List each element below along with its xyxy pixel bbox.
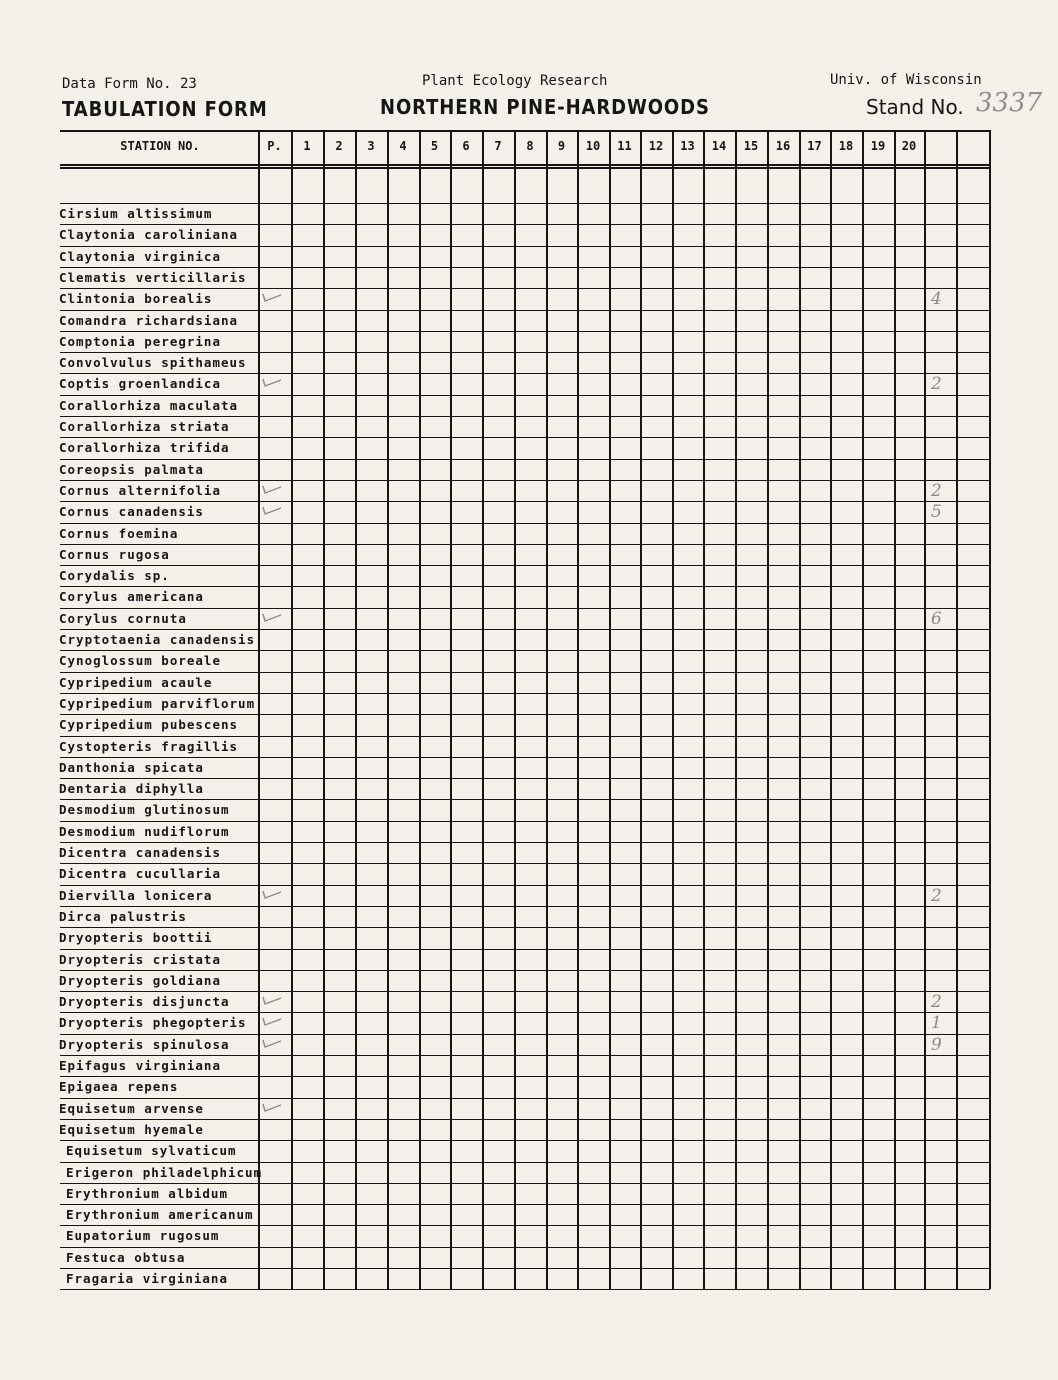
stand-number-label: Stand No. [866, 95, 964, 119]
species-name: Comptonia peregrina [59, 333, 221, 349]
row-rule [60, 714, 990, 715]
row-rule [60, 331, 990, 332]
station-column-header: 3 [367, 139, 375, 153]
row-rule [60, 927, 990, 928]
header-double-rule [60, 167, 990, 169]
station-total-handwritten: 2 [931, 480, 942, 501]
row-rule [60, 246, 990, 247]
species-name: Dicentra canadensis [59, 845, 221, 860]
row-rule [60, 885, 990, 886]
presence-check-mark [261, 1016, 283, 1028]
species-name: Coptis groenlandica [59, 376, 221, 392]
presence-check-mark [261, 505, 283, 517]
row-rule [60, 501, 990, 502]
row-rule [60, 970, 990, 971]
column-rule [419, 130, 421, 1289]
presence-check-mark [261, 377, 283, 389]
species-name: Cystopteris fragillis [59, 738, 239, 754]
stand-number-handwritten: 3337 [976, 88, 1043, 118]
row-rule [60, 459, 990, 460]
station-column-header: 14 [711, 139, 727, 153]
species-name: Cypripedium pubescens [59, 717, 239, 733]
row-rule [60, 1268, 990, 1269]
row-rule [60, 1098, 990, 1099]
table-top-rule [60, 130, 990, 132]
species-name: Corylus americana [59, 589, 204, 605]
column-rule [640, 130, 642, 1289]
station-column-header: 10 [585, 139, 601, 153]
presence-check-mark [261, 484, 283, 496]
presence-check-mark [261, 1102, 283, 1114]
column-rule [609, 130, 611, 1289]
species-name: Dryopteris cristata [59, 951, 221, 967]
row-rule [60, 288, 990, 289]
species-name: Dryopteris boottii [59, 930, 213, 946]
species-name: Desmodium glutinosum [59, 802, 230, 818]
row-rule [60, 1055, 990, 1056]
row-rule [60, 1204, 990, 1205]
department-name: Plant Ecology Research [422, 73, 608, 89]
row-rule [60, 863, 990, 864]
column-rule [387, 130, 389, 1289]
station-total-handwritten: 9 [931, 1034, 942, 1055]
station-column-header: 16 [775, 139, 791, 153]
university-name: Univ. of Wisconsin [830, 72, 982, 88]
column-rule [924, 130, 926, 1289]
row-rule [60, 608, 990, 609]
row-rule [60, 629, 990, 630]
column-rule [767, 130, 769, 1289]
presence-check-mark [261, 292, 283, 304]
species-name: Cornus foemina [59, 525, 179, 541]
column-rule [894, 130, 896, 1289]
species-name: Erigeron philadelphicum [66, 1164, 263, 1180]
column-rule [450, 130, 452, 1289]
row-rule [60, 203, 990, 204]
row-rule [60, 949, 990, 950]
station-column-header: 5 [430, 139, 439, 153]
row-rule [60, 1183, 990, 1184]
row-rule [60, 1225, 990, 1226]
row-rule [60, 1012, 990, 1013]
station-total-handwritten: 6 [931, 608, 942, 629]
species-name: Coreopsis palmata [59, 461, 204, 477]
row-rule [60, 650, 990, 651]
row-rule [60, 395, 990, 396]
row-rule [60, 778, 990, 779]
row-rule [60, 352, 990, 353]
station-column-header: 11 [617, 139, 632, 153]
row-rule [60, 1076, 990, 1077]
row-rule [60, 736, 990, 737]
station-total-handwritten: 4 [931, 289, 942, 310]
column-rule [323, 130, 325, 1289]
column-rule [703, 130, 705, 1289]
column-rule [672, 130, 674, 1289]
row-rule [60, 842, 990, 843]
station-total-handwritten: 5 [931, 502, 942, 523]
species-name: Equisetum arvense [59, 1100, 204, 1116]
row-rule [60, 821, 990, 822]
column-rule [546, 130, 548, 1289]
station-column-header: 2 [335, 139, 343, 153]
species-name: Cornus canadensis [59, 504, 204, 520]
row-rule [60, 523, 990, 524]
species-name: Equisetum hyemale [59, 1121, 204, 1137]
station-column-header: 18 [838, 139, 854, 153]
species-name: Dryopteris phegopteris [59, 1015, 247, 1031]
species-name: Equisetum sylvaticum [66, 1143, 237, 1159]
species-name: Cirsium altissimum [59, 206, 213, 221]
species-name: Dryopteris disjuncta [59, 994, 230, 1010]
station-column-header: 4 [399, 139, 407, 153]
column-rule [291, 130, 293, 1289]
row-rule [60, 1289, 990, 1290]
species-name: Corydalis sp. [59, 568, 170, 584]
column-rule [577, 130, 579, 1289]
column-rule [482, 130, 484, 1289]
presence-check-mark [261, 995, 283, 1007]
species-name: Claytonia caroliniana [59, 227, 239, 243]
species-name: Dirca palustris [59, 908, 187, 924]
row-rule [60, 437, 990, 438]
station-column-header: 13 [680, 139, 695, 153]
species-name: Epifagus virginiana [59, 1058, 221, 1073]
species-name: Festuca obtusa [66, 1249, 186, 1265]
species-name: Danthonia spicata [59, 759, 204, 775]
species-name: Cypripedium parviflorum [59, 695, 256, 711]
presence-check-mark [261, 1038, 283, 1050]
row-rule [60, 991, 990, 992]
row-rule [60, 224, 990, 225]
row-rule [60, 757, 990, 758]
species-name: Claytonia virginica [59, 248, 221, 264]
row-rule [60, 1247, 990, 1248]
row-rule [60, 586, 990, 587]
column-rule [799, 130, 801, 1289]
column-rule [355, 130, 357, 1289]
species-name: Fragaria virginiana [66, 1271, 228, 1286]
species-name: Corallorhiza striata [59, 419, 230, 434]
column-rule [956, 130, 958, 1289]
column-rule [830, 130, 832, 1289]
species-name: Convolvulus spithameus [59, 355, 247, 371]
row-rule [60, 416, 990, 417]
species-name: Clematis verticillaris [59, 269, 247, 285]
row-rule [60, 480, 990, 481]
row-rule [60, 544, 990, 545]
row-rule [60, 310, 990, 311]
station-column-header: 12 [648, 139, 664, 153]
species-name: Diervilla lonicera [59, 887, 213, 903]
species-name: Dentaria diphylla [59, 781, 204, 797]
station-total-handwritten: 2 [931, 992, 942, 1013]
station-total-handwritten: 2 [931, 374, 942, 395]
station-column-header: 1 [303, 139, 311, 153]
species-name: Corallorhiza maculata [59, 397, 239, 413]
presence-column-header: P. [267, 139, 282, 153]
row-rule [60, 693, 990, 694]
column-rule [862, 130, 864, 1289]
form-number: Data Form No. 23 [62, 76, 197, 92]
row-rule [60, 799, 990, 800]
species-name: Cynoglossum boreale [59, 653, 221, 669]
station-no-header: STATION NO. [120, 139, 200, 153]
station-total-handwritten: 2 [931, 885, 942, 906]
row-rule [60, 672, 990, 673]
species-name: Dryopteris spinulosa [59, 1036, 230, 1052]
species-name: Corallorhiza trifida [59, 440, 230, 456]
species-name: Cornus rugosa [59, 546, 170, 562]
row-rule [60, 1119, 990, 1120]
presence-check-mark [261, 889, 283, 901]
station-column-header: 19 [870, 139, 886, 153]
forest-type-title: NORTHERN PINE-HARDWOODS [380, 95, 710, 119]
column-rule [514, 130, 516, 1289]
form-title: TABULATION FORM [62, 97, 268, 121]
row-rule [60, 906, 990, 907]
station-total-handwritten: 1 [931, 1013, 942, 1034]
station-column-header: 9 [557, 139, 566, 153]
species-name: Eupatorium rugosum [66, 1228, 220, 1244]
station-column-header: 17 [807, 139, 822, 153]
row-rule [60, 565, 990, 566]
species-name: Dicentra cucullaria [59, 866, 221, 882]
station-column-header: 20 [901, 139, 917, 153]
station-column-header: 7 [494, 139, 502, 153]
column-rule [735, 130, 737, 1289]
column-rule [258, 130, 260, 1289]
species-name: Cornus alternifolia [59, 482, 221, 498]
species-name: Erythronium albidum [66, 1185, 228, 1201]
species-name: Cypripedium acaule [59, 674, 213, 690]
species-name: Desmodium nudiflorum [59, 823, 230, 839]
station-column-header: 8 [526, 139, 534, 153]
species-name: Epigaea repens [59, 1079, 179, 1095]
row-rule [60, 1034, 990, 1035]
species-name: Cryptotaenia canadensis [59, 632, 256, 647]
column-rule [989, 130, 991, 1289]
header-double-rule [60, 164, 990, 166]
species-name: Comandra richardsiana [59, 312, 239, 328]
row-rule [60, 267, 990, 268]
station-column-header: 15 [743, 139, 759, 153]
species-name: Dryopteris goldiana [59, 972, 221, 988]
species-name: Clintonia borealis [59, 291, 213, 307]
species-name: Erythronium americanum [66, 1207, 254, 1223]
station-column-header: 6 [462, 139, 470, 153]
row-rule [60, 1140, 990, 1141]
row-rule [60, 1162, 990, 1163]
presence-check-mark [261, 612, 283, 624]
species-name: Corylus cornuta [59, 610, 187, 626]
row-rule [60, 373, 990, 374]
